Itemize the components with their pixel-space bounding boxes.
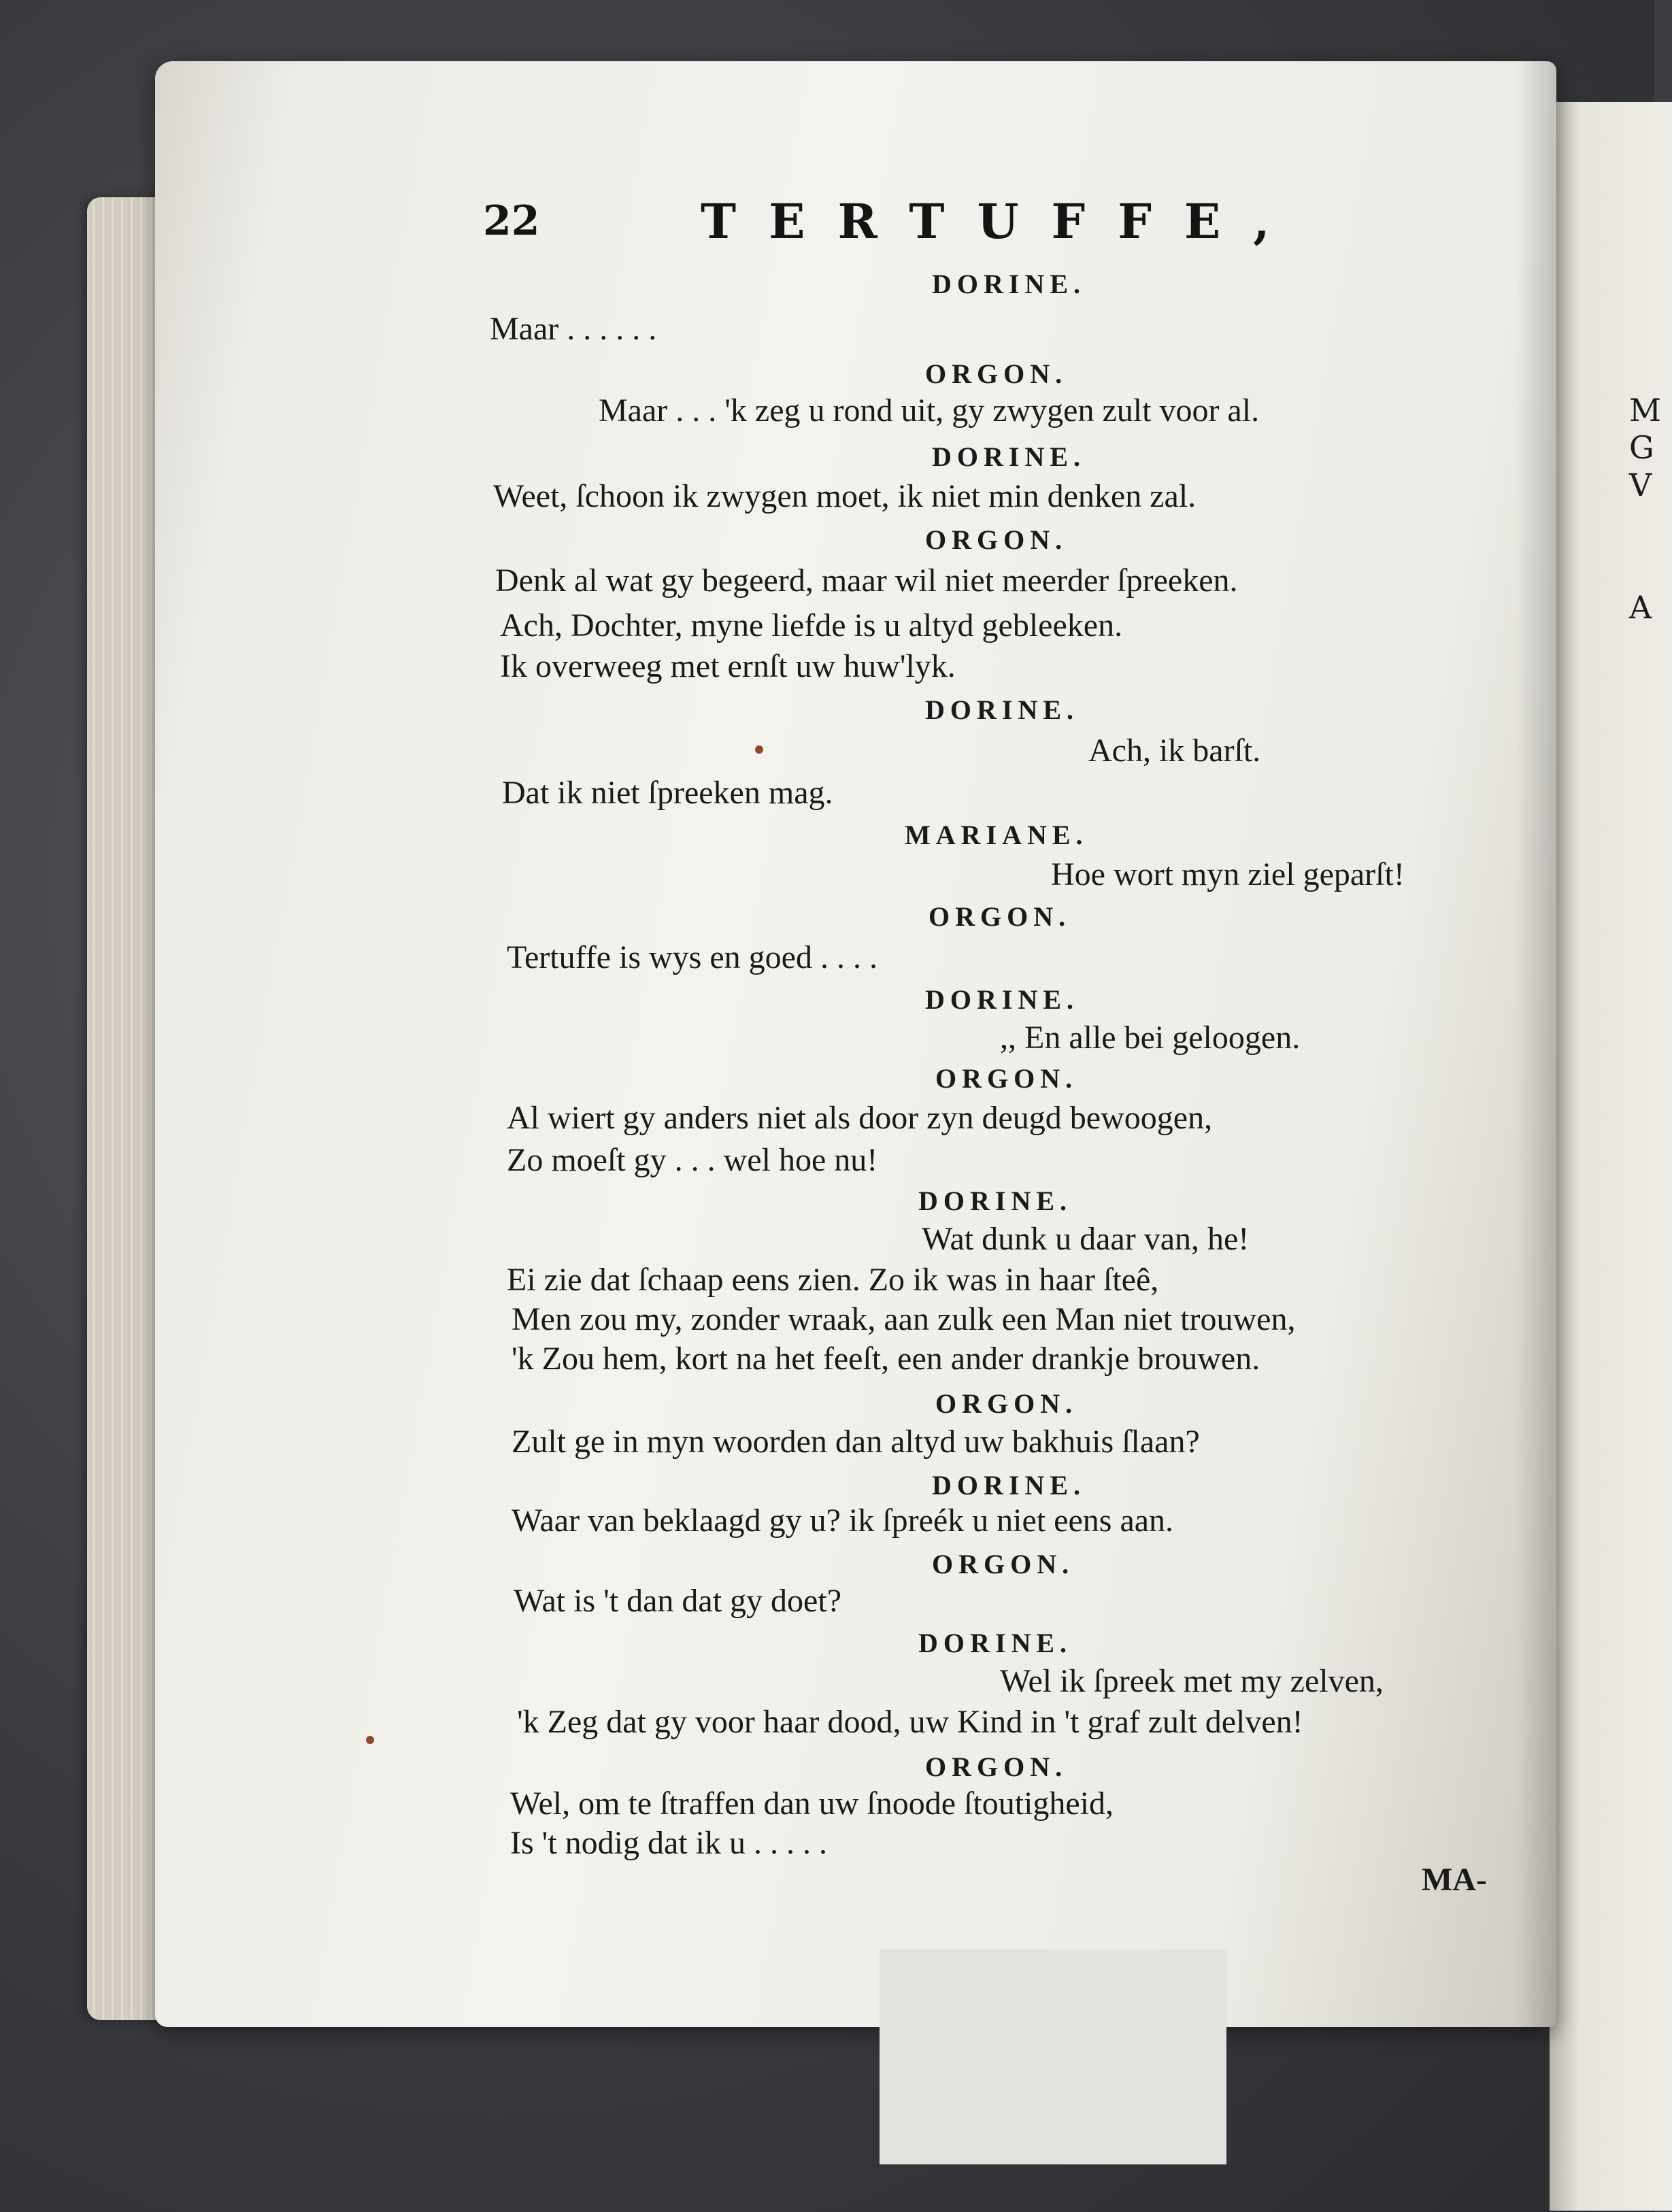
speaker-name: DORINE.	[932, 269, 1086, 299]
facing-page-letter: V	[1629, 467, 1652, 503]
running-title: TERTUFFE,	[701, 193, 1303, 250]
speaker-name: DORINE.	[918, 1628, 1073, 1658]
speaker-name: MARIANE.	[905, 820, 1088, 850]
verse-line: Denk al wat gy begeerd, maar wil niet meerder ſpreeken.	[495, 563, 1238, 599]
verse-line: Waar van beklaagd gy u? ik ſpreék u niet eens aan.	[512, 1503, 1174, 1539]
speaker-name: ORGON.	[925, 524, 1068, 555]
speaker-name: DORINE.	[932, 441, 1086, 472]
foxing-spot	[755, 745, 763, 754]
speaker-name: ORGON.	[932, 1549, 1075, 1579]
speaker-name: ORGON.	[935, 1063, 1078, 1094]
verse-line: Al wiert gy anders niet als door zyn deugd bewoogen,	[507, 1100, 1213, 1136]
verse-line: Wat dunk u daar van, he!	[922, 1221, 1250, 1257]
verse-line: 'k Zeg dat gy voor haar dood, uw Kind in 't graf zult delven!	[517, 1704, 1303, 1740]
speaker-name: ORGON.	[929, 901, 1071, 932]
verse-line: 'k Zou hem, kort na het feeſt, een ander drankje brouwen.	[512, 1341, 1260, 1377]
verse-line: Wel ik ſpreek met my zelven,	[1000, 1663, 1384, 1699]
speaker-name: DORINE.	[925, 694, 1080, 725]
page-number: 22	[483, 197, 540, 245]
speaker-name: ORGON.	[935, 1388, 1078, 1419]
verse-line: Wat is 't dan dat gy doet?	[514, 1583, 841, 1619]
catchword: MA-	[1422, 1862, 1487, 1898]
verse-line: Weet, ſchoon ik zwygen moet, ik niet min denken zal.	[493, 478, 1197, 514]
verse-line: Is 't nodig dat ik u . . . . .	[510, 1825, 827, 1861]
redaction-patch	[880, 1949, 1226, 2164]
verse-line: Ach, ik barſt.	[1088, 733, 1261, 769]
speaker-name: DORINE.	[918, 1186, 1073, 1216]
verse-line: Wel, om te ſtraffen dan uw ſnoode ſtoutigheid,	[510, 1786, 1114, 1822]
verse-line: Maar . . . . . .	[490, 311, 657, 347]
verse-line: Dat ik niet ſpreeken mag.	[502, 775, 833, 811]
verse-line: Hoe wort myn ziel geparſt!	[1051, 856, 1405, 892]
verse-line: Ik overweeg met ernſt uw huw'lyk.	[500, 648, 956, 684]
speaker-name: ORGON.	[925, 1752, 1068, 1782]
speaker-name: ORGON.	[925, 358, 1068, 389]
verse-line: Men zou my, zonder wraak, aan zulk een Man niet trouwen,	[512, 1301, 1296, 1337]
verse-line: Zo moeſt gy . . . wel hoe nu!	[507, 1142, 878, 1178]
verse-line: Tertuffe is wys en goed . . . .	[507, 939, 877, 975]
speaker-name: DORINE.	[925, 984, 1080, 1015]
facing-page-letter: A	[1629, 589, 1652, 626]
foxing-spot	[366, 1736, 374, 1744]
speaker-name: DORINE.	[932, 1470, 1086, 1501]
verse-line: ,, En alle bei geloogen.	[1000, 1020, 1301, 1056]
verse-line: Maar . . . 'k zeg u rond uit, gy zwygen zult voor al.	[599, 392, 1260, 429]
verse-line: Ei zie dat ſchaap eens zien. Zo ik was in haar ſteê,	[507, 1262, 1159, 1298]
facing-page-letter: G	[1629, 429, 1654, 466]
facing-page-letter: M	[1629, 392, 1662, 429]
verse-line: Zult ge in myn woorden dan altyd uw bakhuis ſlaan?	[512, 1424, 1200, 1460]
verse-line: Ach, Dochter, myne liefde is u altyd gebleeken.	[500, 607, 1123, 643]
